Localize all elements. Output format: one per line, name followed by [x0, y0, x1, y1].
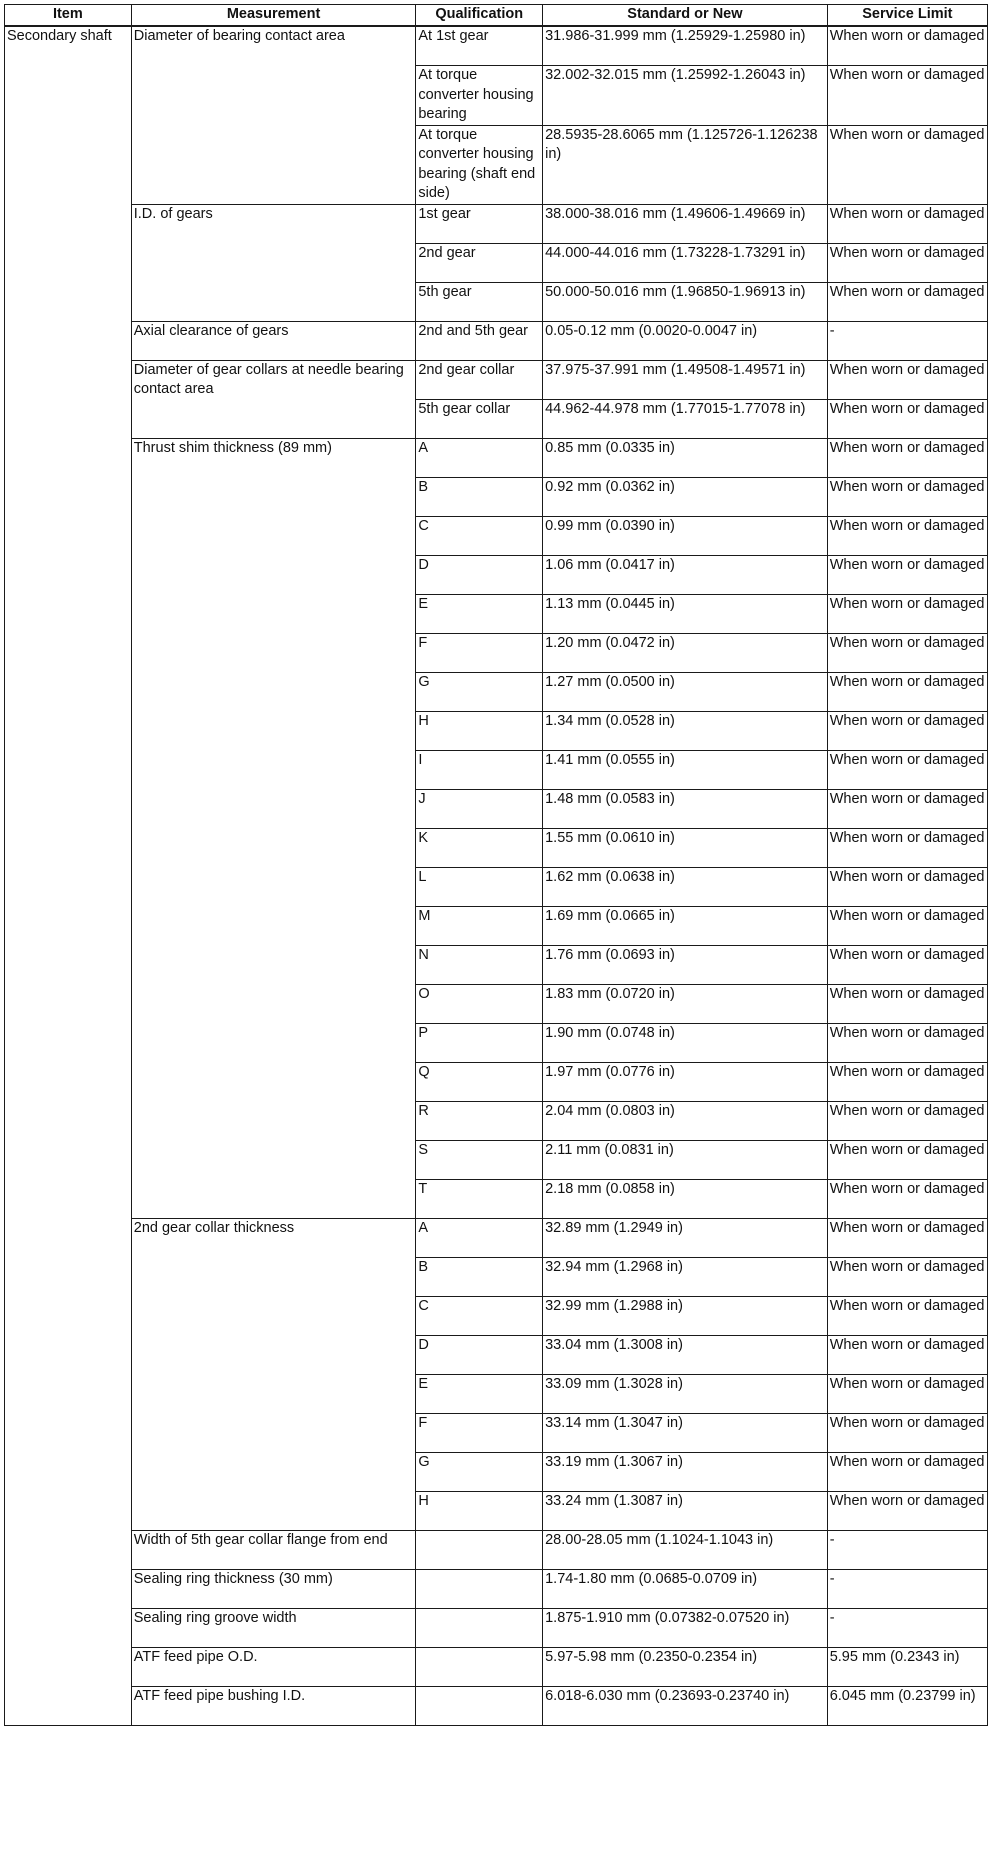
service-limit-cell: When worn or damaged — [827, 945, 987, 984]
measurement-cell: ATF feed pipe bushing I.D. — [131, 1686, 416, 1725]
qualification-cell: 5th gear — [416, 282, 543, 321]
standard-cell: 1.27 mm (0.0500 in) — [543, 672, 828, 711]
standard-cell: 33.09 mm (1.3028 in) — [543, 1374, 828, 1413]
standard-cell: 2.18 mm (0.0858 in) — [543, 1179, 828, 1218]
qualification-cell: B — [416, 1257, 543, 1296]
standard-cell: 50.000-50.016 mm (1.96850-1.96913 in) — [543, 282, 828, 321]
standard-cell: 5.97-5.98 mm (0.2350-0.2354 in) — [543, 1647, 828, 1686]
service-limit-cell: When worn or damaged — [827, 1374, 987, 1413]
service-limit-cell: - — [827, 1608, 987, 1647]
service-limit-cell: When worn or damaged — [827, 1023, 987, 1062]
table-row — [5, 438, 988, 477]
service-limit-cell: When worn or damaged — [827, 66, 987, 126]
service-limit-cell: 5.95 mm (0.2343 in) — [827, 1647, 987, 1686]
qualification-cell: T — [416, 1179, 543, 1218]
header-service-limit: Service Limit — [827, 5, 987, 27]
standard-cell: 32.002-32.015 mm (1.25992-1.26043 in) — [543, 66, 828, 126]
standard-cell: 33.19 mm (1.3067 in) — [543, 1452, 828, 1491]
service-limit-cell: When worn or damaged — [827, 1452, 987, 1491]
table-row — [5, 204, 988, 243]
service-limit-cell: When worn or damaged — [827, 711, 987, 750]
standard-cell: 37.975-37.991 mm (1.49508-1.49571 in) — [543, 360, 828, 399]
qualification-cell: S — [416, 1140, 543, 1179]
standard-cell: 1.76 mm (0.0693 in) — [543, 945, 828, 984]
qualification-cell: I — [416, 750, 543, 789]
standard-cell: 1.90 mm (0.0748 in) — [543, 1023, 828, 1062]
service-limit-cell: When worn or damaged — [827, 438, 987, 477]
standard-cell: 1.62 mm (0.0638 in) — [543, 867, 828, 906]
measurement-cell: Diameter of bearing contact area — [131, 26, 416, 204]
standard-cell: 33.24 mm (1.3087 in) — [543, 1491, 828, 1530]
qualification-cell — [416, 1569, 543, 1608]
qualification-cell: At 1st gear — [416, 26, 543, 66]
qualification-cell: H — [416, 1491, 543, 1530]
qualification-cell: D — [416, 1335, 543, 1374]
service-limit-cell: - — [827, 1530, 987, 1569]
service-limit-cell: When worn or damaged — [827, 1101, 987, 1140]
qualification-cell: G — [416, 1452, 543, 1491]
standard-cell: 0.05-0.12 mm (0.0020-0.0047 in) — [543, 321, 828, 360]
header-standard: Standard or New — [543, 5, 828, 27]
standard-cell: 1.41 mm (0.0555 in) — [543, 750, 828, 789]
service-limit-cell: - — [827, 1569, 987, 1608]
service-limit-cell: When worn or damaged — [827, 204, 987, 243]
qualification-cell: J — [416, 789, 543, 828]
standard-cell: 1.83 mm (0.0720 in) — [543, 984, 828, 1023]
qualification-cell: C — [416, 1296, 543, 1335]
qualification-cell: P — [416, 1023, 543, 1062]
qualification-cell: Q — [416, 1062, 543, 1101]
qualification-cell: 2nd gear — [416, 243, 543, 282]
table-row — [5, 360, 988, 399]
service-limit-cell: When worn or damaged — [827, 477, 987, 516]
service-limit-cell: When worn or damaged — [827, 125, 987, 204]
table-row — [5, 1218, 988, 1257]
standard-cell: 0.92 mm (0.0362 in) — [543, 477, 828, 516]
standard-cell: 1.20 mm (0.0472 in) — [543, 633, 828, 672]
table-row — [5, 1686, 988, 1725]
service-limit-cell: When worn or damaged — [827, 789, 987, 828]
qualification-cell: 2nd gear collar — [416, 360, 543, 399]
service-limit-cell: When worn or damaged — [827, 1062, 987, 1101]
standard-cell: 1.48 mm (0.0583 in) — [543, 789, 828, 828]
qualification-cell: F — [416, 1413, 543, 1452]
standard-cell: 44.000-44.016 mm (1.73228-1.73291 in) — [543, 243, 828, 282]
service-limit-cell: When worn or damaged — [827, 1413, 987, 1452]
qualification-cell: At torque converter housing bearing (shaft end side) — [416, 125, 543, 204]
qualification-cell: L — [416, 867, 543, 906]
standard-cell: 0.99 mm (0.0390 in) — [543, 516, 828, 555]
standard-cell: 32.99 mm (1.2988 in) — [543, 1296, 828, 1335]
table-row — [5, 1647, 988, 1686]
qualification-cell: H — [416, 711, 543, 750]
header-measurement: Measurement — [131, 5, 416, 27]
qualification-cell: F — [416, 633, 543, 672]
standard-cell: 31.986-31.999 mm (1.25929-1.25980 in) — [543, 26, 828, 66]
service-limit-cell: When worn or damaged — [827, 633, 987, 672]
qualification-cell: D — [416, 555, 543, 594]
service-limit-cell: When worn or damaged — [827, 360, 987, 399]
service-limit-cell: When worn or damaged — [827, 1218, 987, 1257]
standard-cell: 33.04 mm (1.3008 in) — [543, 1335, 828, 1374]
measurement-cell: Sealing ring thickness (30 mm) — [131, 1569, 416, 1608]
qualification-cell: A — [416, 438, 543, 477]
service-limit-cell: When worn or damaged — [827, 1296, 987, 1335]
standard-cell: 33.14 mm (1.3047 in) — [543, 1413, 828, 1452]
standard-cell: 0.85 mm (0.0335 in) — [543, 438, 828, 477]
qualification-cell: 2nd and 5th gear — [416, 321, 543, 360]
standard-cell: 2.04 mm (0.0803 in) — [543, 1101, 828, 1140]
service-limit-cell: When worn or damaged — [827, 867, 987, 906]
spec-body — [5, 26, 988, 1725]
service-limit-cell: When worn or damaged — [827, 1491, 987, 1530]
standard-cell: 2.11 mm (0.0831 in) — [543, 1140, 828, 1179]
service-limit-cell: When worn or damaged — [827, 1335, 987, 1374]
qualification-cell: 5th gear collar — [416, 399, 543, 438]
measurement-cell: Axial clearance of gears — [131, 321, 416, 360]
qualification-cell: K — [416, 828, 543, 867]
measurement-cell: Diameter of gear collars at needle bearing contact area — [131, 360, 416, 438]
qualification-cell: A — [416, 1218, 543, 1257]
standard-cell: 1.55 mm (0.0610 in) — [543, 828, 828, 867]
standard-cell: 38.000-38.016 mm (1.49606-1.49669 in) — [543, 204, 828, 243]
qualification-cell — [416, 1686, 543, 1725]
spec-table — [4, 4, 988, 1726]
measurement-cell: 2nd gear collar thickness — [131, 1218, 416, 1530]
header-item: Item — [5, 5, 132, 27]
header-row — [5, 5, 988, 27]
item-cell: Secondary shaft — [5, 26, 132, 1725]
service-limit-cell: When worn or damaged — [827, 594, 987, 633]
standard-cell: 1.06 mm (0.0417 in) — [543, 555, 828, 594]
table-row — [5, 1530, 988, 1569]
standard-cell: 28.5935-28.6065 mm (1.125726-1.126238 in) — [543, 125, 828, 204]
qualification-cell: E — [416, 594, 543, 633]
service-limit-cell: When worn or damaged — [827, 672, 987, 711]
measurement-cell: Thrust shim thickness (89 mm) — [131, 438, 416, 1218]
table-row — [5, 321, 988, 360]
service-limit-cell: When worn or damaged — [827, 750, 987, 789]
standard-cell: 32.89 mm (1.2949 in) — [543, 1218, 828, 1257]
measurement-cell: ATF feed pipe O.D. — [131, 1647, 416, 1686]
service-limit-cell: When worn or damaged — [827, 399, 987, 438]
service-limit-cell: When worn or damaged — [827, 282, 987, 321]
service-limit-cell: When worn or damaged — [827, 1179, 987, 1218]
service-limit-cell: When worn or damaged — [827, 243, 987, 282]
qualification-cell: N — [416, 945, 543, 984]
table-row — [5, 1608, 988, 1647]
qualification-cell: At torque converter housing bearing — [416, 66, 543, 126]
service-limit-cell: When worn or damaged — [827, 984, 987, 1023]
standard-cell: 1.13 mm (0.0445 in) — [543, 594, 828, 633]
service-limit-cell: When worn or damaged — [827, 516, 987, 555]
qualification-cell: C — [416, 516, 543, 555]
table-row — [5, 26, 988, 66]
service-limit-cell: - — [827, 321, 987, 360]
service-limit-cell: 6.045 mm (0.23799 in) — [827, 1686, 987, 1725]
standard-cell: 1.97 mm (0.0776 in) — [543, 1062, 828, 1101]
measurement-cell: Width of 5th gear collar flange from end — [131, 1530, 416, 1569]
qualification-cell — [416, 1608, 543, 1647]
qualification-cell: 1st gear — [416, 204, 543, 243]
standard-cell: 1.875-1.910 mm (0.07382-0.07520 in) — [543, 1608, 828, 1647]
standard-cell: 44.962-44.978 mm (1.77015-1.77078 in) — [543, 399, 828, 438]
service-limit-cell: When worn or damaged — [827, 828, 987, 867]
qualification-cell: B — [416, 477, 543, 516]
service-limit-cell: When worn or damaged — [827, 1140, 987, 1179]
standard-cell: 1.74-1.80 mm (0.0685-0.0709 in) — [543, 1569, 828, 1608]
standard-cell: 1.34 mm (0.0528 in) — [543, 711, 828, 750]
standard-cell: 32.94 mm (1.2968 in) — [543, 1257, 828, 1296]
qualification-cell: M — [416, 906, 543, 945]
qualification-cell — [416, 1647, 543, 1686]
standard-cell: 1.69 mm (0.0665 in) — [543, 906, 828, 945]
standard-cell: 28.00-28.05 mm (1.1024-1.1043 in) — [543, 1530, 828, 1569]
service-limit-cell: When worn or damaged — [827, 906, 987, 945]
table-row — [5, 1569, 988, 1608]
qualification-cell: G — [416, 672, 543, 711]
qualification-cell: R — [416, 1101, 543, 1140]
qualification-cell — [416, 1530, 543, 1569]
standard-cell: 6.018-6.030 mm (0.23693-0.23740 in) — [543, 1686, 828, 1725]
service-limit-cell: When worn or damaged — [827, 1257, 987, 1296]
qualification-cell: O — [416, 984, 543, 1023]
header-qualification: Qualification — [416, 5, 543, 27]
qualification-cell: E — [416, 1374, 543, 1413]
measurement-cell: I.D. of gears — [131, 204, 416, 321]
service-limit-cell: When worn or damaged — [827, 555, 987, 594]
measurement-cell: Sealing ring groove width — [131, 1608, 416, 1647]
service-limit-cell: When worn or damaged — [827, 26, 987, 66]
